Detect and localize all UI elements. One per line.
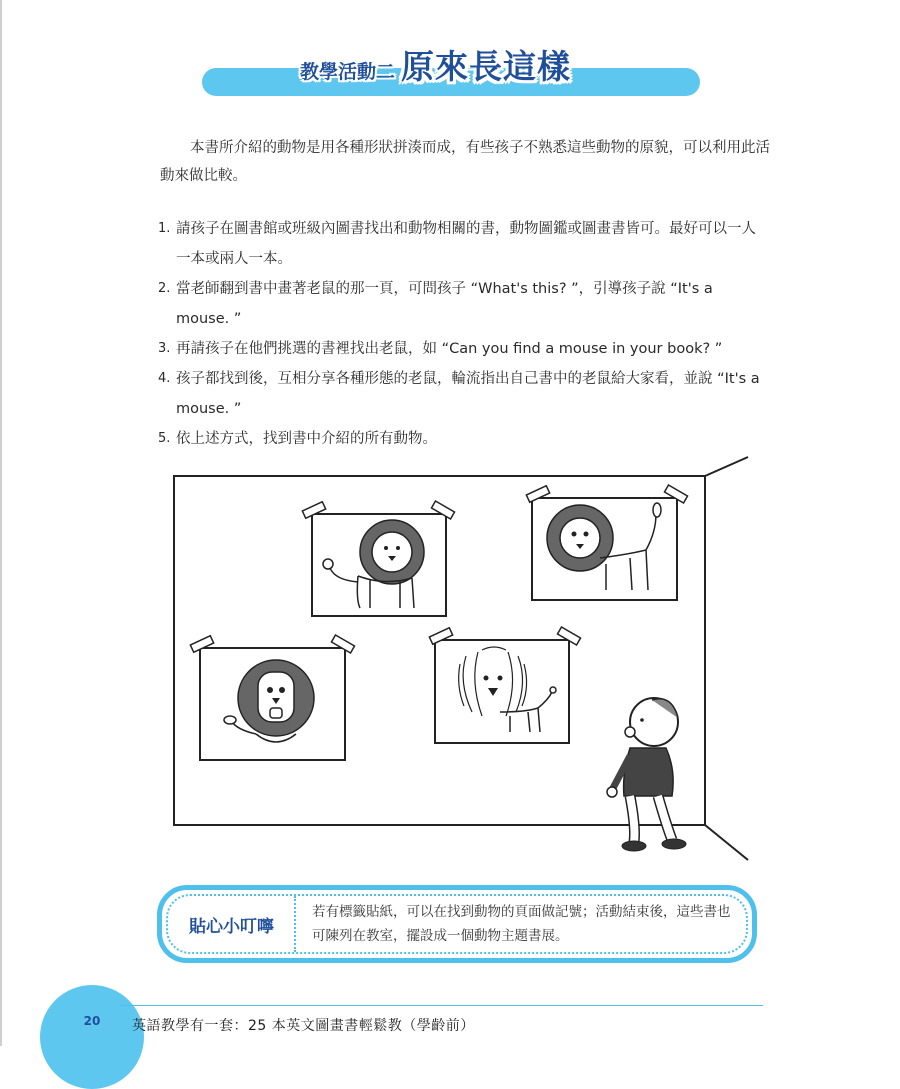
tip-text: 若有標籤貼紙，可以在找到動物的頁面做記號；活動結束後，這些書也可陳列在教室，擺設成一個動物主題書展。 xyxy=(312,904,731,944)
tip-divider xyxy=(294,896,296,952)
step-item xyxy=(158,214,768,274)
activity-label: 教學活動二 xyxy=(300,61,396,83)
step-item xyxy=(158,364,768,424)
step-number: 5. xyxy=(158,431,171,446)
step-text: 再請孩子在他們挑選的書裡找出老鼠，如 “Can you find a mouse in your book? ” xyxy=(176,341,723,357)
footer-book-title: 英語教學有一套：25 本英文圖畫書輕鬆教（學齡前） xyxy=(132,1018,475,1034)
lion-picture-2 xyxy=(526,485,687,600)
lion-gallery-illustration xyxy=(160,450,760,870)
footer-rule xyxy=(120,1005,763,1006)
step-text: 依上述方式，找到書中介紹的所有動物。 xyxy=(176,431,437,447)
steps-list xyxy=(158,214,768,454)
lion-picture-1 xyxy=(302,501,454,616)
page-number: 20 xyxy=(83,1014,101,1028)
page-edge-rule xyxy=(0,0,2,1046)
tip-box xyxy=(157,885,757,963)
step-text: 當老師翻到書中畫著老鼠的那一頁，可問孩子 “What's this? ”，引導孩子說 “It's a mouse. ” xyxy=(176,281,713,327)
page-title xyxy=(300,44,571,94)
step-number: 4. xyxy=(158,371,171,386)
step-text: 孩子都找到後，互相分享各種形態的老鼠，輪流指出自己書中的老鼠給大家看，並說 “It's a mouse. ” xyxy=(176,371,760,417)
step-item xyxy=(158,334,768,364)
intro-paragraph: 本書所介紹的動物是用各種形狀拼湊而成，有些孩子不熟悉這些動物的原貌，可以利用此活動來做比較。 xyxy=(160,140,770,184)
step-item xyxy=(158,274,768,334)
footer-page-circle xyxy=(40,985,144,1089)
wall-corner-top xyxy=(705,457,748,476)
step-text: 請孩子在圖書館或班級內圖書找出和動物相關的書，動物圖鑑或圖畫書皆可。最好可以一人一本或兩人一本。 xyxy=(176,221,756,267)
step-number: 3. xyxy=(158,341,171,356)
child-figure xyxy=(607,698,686,851)
step-number: 2. xyxy=(158,281,171,296)
lion-picture-3 xyxy=(190,635,354,760)
activity-title: 原來長這樣 xyxy=(401,47,572,86)
tip-label: 貼心小叮嚀 xyxy=(189,916,274,937)
step-number: 1. xyxy=(158,221,171,236)
lion-picture-4 xyxy=(429,627,580,743)
wall-corner-bottom xyxy=(705,825,748,860)
